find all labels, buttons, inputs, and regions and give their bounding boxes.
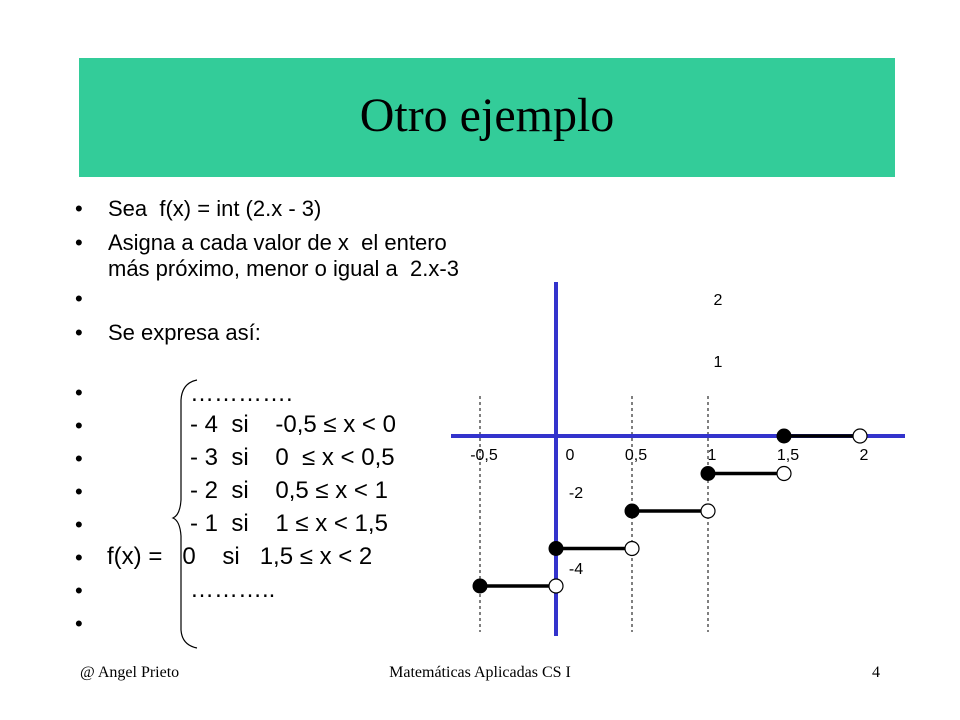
closed-endpoint — [777, 429, 791, 443]
axes — [451, 282, 905, 636]
open-endpoint — [701, 504, 715, 518]
bullet-text: Asigna a cada valor de x el entero — [108, 230, 447, 255]
piecewise-brace — [173, 380, 197, 648]
open-endpoint — [549, 579, 563, 593]
piece-line: - 1 si 1 ≤ x < 1,5 — [190, 510, 388, 537]
closed-endpoint — [625, 504, 639, 518]
open-endpoint — [777, 467, 791, 481]
y-label: 1 — [713, 354, 723, 371]
bullet-dot: • — [75, 578, 83, 603]
bullet-dot: • — [75, 320, 83, 345]
closed-endpoint — [701, 467, 715, 481]
closed-endpoint — [473, 579, 487, 593]
guide-lines — [480, 396, 708, 632]
x-tick-label: 1,5 — [776, 447, 800, 464]
footer-author: @ Angel Prieto — [80, 664, 180, 681]
piece-line: - 4 si -0,5 ≤ x < 0 — [190, 411, 396, 438]
bullet-text: Sea f(x) = int (2.x - 3) — [108, 196, 322, 221]
x-tick-label: 0 — [565, 447, 575, 464]
open-endpoint — [625, 542, 639, 556]
piece-line: …………. — [190, 380, 293, 407]
open-endpoint — [853, 429, 867, 443]
piece-line: ……….. — [190, 576, 276, 603]
bullet-dot: • — [75, 545, 83, 570]
bullet-dot: • — [75, 446, 83, 471]
piece-line: - 3 si 0 ≤ x < 0,5 — [190, 444, 395, 471]
piece-line: f(x) = 0 si 1,5 ≤ x < 2 — [107, 543, 373, 570]
closed-endpoint — [549, 542, 563, 556]
y-label: -2 — [568, 485, 584, 502]
x-tick-label: 1 — [707, 447, 717, 464]
bullet-dot: • — [75, 196, 83, 221]
x-tick-label: 2 — [859, 447, 869, 464]
bullet-dot: • — [75, 380, 83, 405]
bullet-text: más próximo, menor o igual a 2.x-3 — [108, 256, 459, 281]
piece-line: - 2 si 0,5 ≤ x < 1 — [190, 477, 388, 504]
x-tick-label: 0,5 — [624, 447, 648, 464]
bullet-dot: • — [75, 230, 83, 255]
y-label: -4 — [568, 561, 584, 578]
footer-page-number: 4 — [872, 664, 880, 681]
bullet-dot: • — [75, 611, 83, 636]
bullet-text: Se expresa así: — [108, 320, 261, 345]
bullet-dot: • — [75, 512, 83, 537]
y-label: 2 — [713, 292, 723, 309]
bullet-dot: • — [75, 286, 83, 311]
bullet-dot: • — [75, 479, 83, 504]
x-tick-label: -0,5 — [470, 447, 498, 464]
slide-title: Otro ejemplo — [359, 89, 615, 142]
bullet-dot: • — [75, 413, 83, 438]
footer-course: Matemáticas Aplicadas CS I — [389, 664, 571, 681]
step-segments — [473, 429, 867, 593]
